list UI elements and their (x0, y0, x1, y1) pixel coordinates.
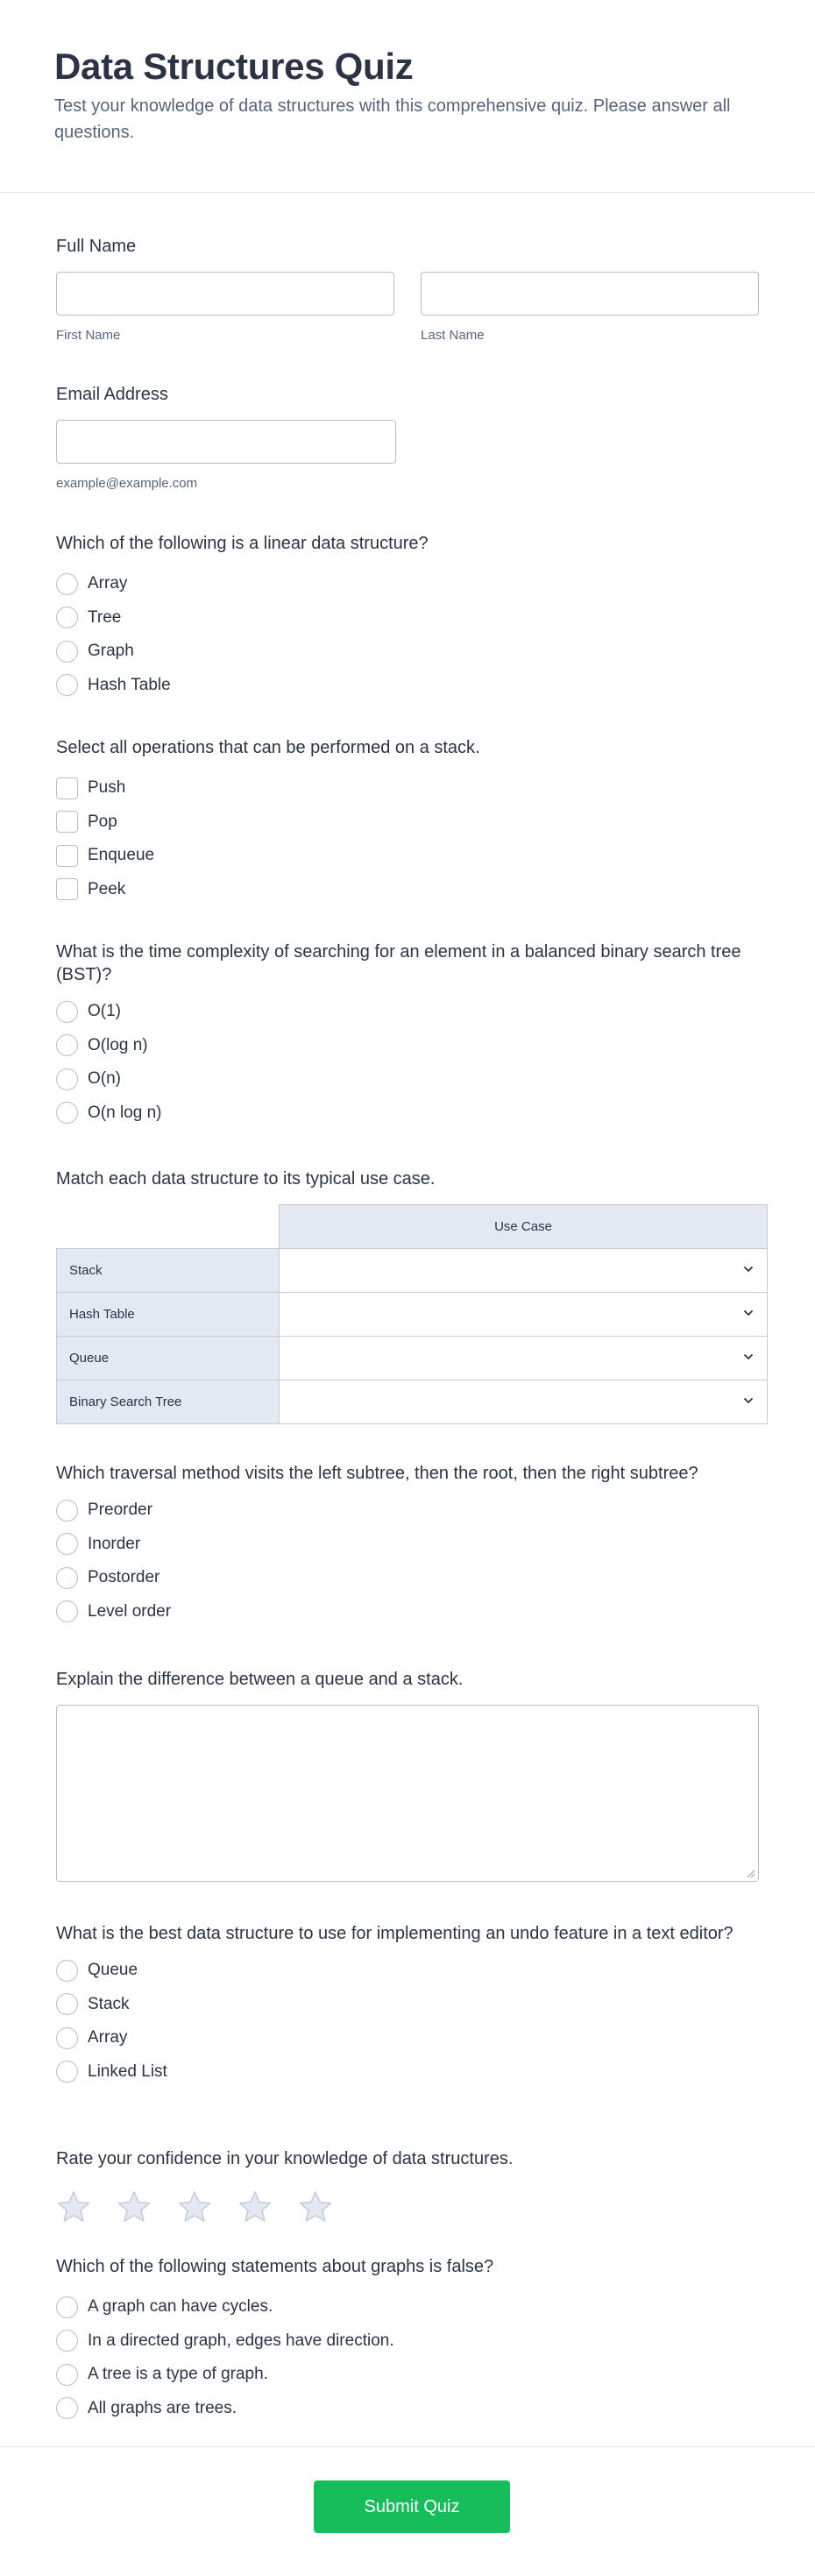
first-name-input[interactable] (56, 272, 394, 316)
option-label: Peek (88, 879, 126, 898)
radio-button[interactable] (56, 1567, 78, 1589)
option-label: Enqueue (88, 846, 155, 865)
question-label: Explain the difference between a queue and a stack. (56, 1670, 464, 1689)
checkbox[interactable] (56, 878, 78, 900)
radio-group (56, 995, 759, 1130)
radio-button[interactable] (56, 2330, 78, 2352)
first-name-sublabel: First Name (56, 328, 121, 343)
matrix-row-label: Binary Search Tree (57, 1380, 280, 1424)
option-label: Inorder (88, 1534, 141, 1553)
email-field (56, 383, 759, 492)
option-label: O(log n) (88, 1035, 148, 1054)
radio-button[interactable] (56, 1001, 78, 1023)
option-label: Tree (88, 607, 122, 627)
email-sublabel: example@example.com (56, 476, 198, 491)
checkbox[interactable] (56, 777, 78, 799)
option-label: Pop (88, 812, 117, 831)
chevron-down-icon (742, 1351, 755, 1363)
radio-option[interactable] (56, 1062, 759, 1096)
checkbox-option[interactable] (56, 839, 759, 873)
question-label: What is the time complexity of searching for an element in a balanced binary search tree (BST)? (56, 942, 741, 984)
checkbox-group (56, 771, 759, 906)
chevron-down-icon (742, 1394, 755, 1407)
question-confidence-rating (56, 2147, 759, 2225)
use-case-dropdown[interactable] (280, 1293, 768, 1337)
radio-button[interactable] (56, 2027, 78, 2049)
question-traversal (56, 1462, 759, 1629)
checkbox-option[interactable] (56, 771, 759, 805)
question-matching-matrix (56, 1167, 759, 1424)
radio-button[interactable] (56, 1034, 78, 1056)
question-graph-false-statement (56, 2255, 759, 2425)
option-label: Graph (88, 642, 134, 661)
question-undo-feature (56, 1922, 759, 2089)
star-icon[interactable] (177, 2189, 212, 2225)
radio-option[interactable] (56, 1988, 759, 2022)
question-label: What is the best data structure to use for implementing an undo feature in a text editor? (56, 1924, 734, 1943)
email-label: Email Address (56, 385, 168, 404)
option-label: Linked List (88, 2062, 167, 2081)
radio-button[interactable] (56, 1533, 78, 1555)
radio-button[interactable] (56, 573, 78, 595)
option-label: In a directed graph, edges have direction. (88, 2331, 394, 2350)
radio-button[interactable] (56, 1102, 78, 1124)
star-icon[interactable] (237, 2189, 273, 2225)
radio-option[interactable] (56, 2021, 759, 2055)
radio-button[interactable] (56, 1960, 78, 1982)
option-label: Array (88, 574, 128, 593)
radio-group (56, 2290, 759, 2425)
radio-button[interactable] (56, 2364, 78, 2386)
answer-textarea[interactable] (56, 1705, 759, 1882)
radio-option[interactable] (56, 1595, 759, 1629)
radio-button[interactable] (56, 641, 78, 663)
resize-handle-icon[interactable] (745, 1868, 755, 1878)
radio-option[interactable] (56, 1954, 759, 1988)
radio-button[interactable] (56, 2061, 78, 2083)
question-label: Match each data structure to its typical use case. (56, 1169, 436, 1189)
question-bst-complexity (56, 940, 759, 1130)
star-rating (56, 2189, 759, 2225)
option-label: Stack (88, 1994, 130, 2013)
form-header (0, 0, 815, 193)
radio-button[interactable] (56, 607, 78, 628)
use-case-dropdown[interactable] (280, 1337, 768, 1380)
option-label: Array (88, 2028, 128, 2047)
form-title: Data Structures Quiz (54, 46, 414, 87)
full-name-field (56, 235, 759, 344)
star-icon[interactable] (298, 2189, 333, 2225)
option-label: O(n) (88, 1069, 121, 1089)
radio-button[interactable] (56, 1993, 78, 2015)
radio-option[interactable] (56, 1561, 759, 1595)
radio-option[interactable] (56, 2392, 759, 2426)
checkbox-option[interactable] (56, 805, 759, 840)
last-name-input[interactable] (421, 272, 759, 316)
checkbox-option[interactable] (56, 873, 759, 907)
radio-button[interactable] (56, 2397, 78, 2419)
email-input[interactable] (56, 420, 396, 464)
question-label: Select all operations that can be performed on a stack. (56, 738, 480, 757)
radio-option[interactable] (56, 635, 759, 669)
star-icon[interactable] (117, 2189, 152, 2225)
chevron-down-icon (742, 1263, 755, 1275)
question-label: Which of the following statements about graphs is false? (56, 2257, 494, 2276)
radio-option[interactable] (56, 995, 759, 1029)
checkbox[interactable] (56, 845, 78, 867)
form-footer (0, 2446, 815, 2576)
matrix-corner (57, 1205, 280, 1249)
form-subtitle: Test your knowledge of data structures with this comprehensive quiz. Please answer all questions. (54, 96, 731, 142)
submit-button[interactable]: Submit Quiz (314, 2480, 510, 2533)
radio-option[interactable] (56, 2358, 759, 2392)
matrix-row-label: Stack (57, 1249, 280, 1293)
radio-button[interactable] (56, 674, 78, 696)
option-label: O(1) (88, 1002, 121, 1021)
radio-button[interactable] (56, 1500, 78, 1522)
question-label: Which traversal method visits the left subtree, then the root, then the right subtree? (56, 1464, 698, 1483)
radio-group (56, 1954, 759, 2089)
radio-group (56, 567, 759, 702)
radio-option[interactable] (56, 669, 759, 703)
option-label: A graph can have cycles. (88, 2297, 273, 2317)
option-label: Postorder (88, 1568, 160, 1587)
question-queue-vs-stack (56, 1668, 759, 1882)
radio-button[interactable] (56, 1600, 78, 1622)
radio-option[interactable] (56, 1494, 759, 1528)
option-label: Preorder (88, 1501, 152, 1520)
matrix-row-label: Hash Table (57, 1293, 280, 1337)
option-label: Push (88, 778, 126, 798)
radio-option[interactable] (56, 1029, 759, 1063)
radio-option[interactable] (56, 1528, 759, 1562)
radio-group (56, 1494, 759, 1629)
radio-option[interactable] (56, 567, 759, 601)
option-label: A tree is a type of graph. (88, 2365, 268, 2384)
matrix-column-header: Use Case (280, 1205, 768, 1249)
option-label: Queue (88, 1961, 138, 1980)
question-label: Which of the following is a linear data structure? (56, 534, 429, 553)
option-label: O(n log n) (88, 1103, 162, 1122)
radio-button[interactable] (56, 2296, 78, 2318)
option-label: Level order (88, 1601, 172, 1621)
matrix-row-label: Queue (57, 1337, 280, 1380)
checkbox[interactable] (56, 811, 78, 833)
option-label: All graphs are trees. (88, 2398, 237, 2417)
star-icon[interactable] (56, 2189, 91, 2225)
chevron-down-icon (742, 1307, 755, 1319)
full-name-label: Full Name (56, 237, 137, 256)
radio-option[interactable] (56, 2290, 759, 2324)
radio-option[interactable] (56, 601, 759, 635)
matching-table (56, 1204, 768, 1424)
question-label: Rate your confidence in your knowledge of data structures. (56, 2149, 514, 2168)
radio-button[interactable] (56, 1068, 78, 1090)
radio-option[interactable] (56, 2324, 759, 2359)
use-case-dropdown[interactable] (280, 1380, 768, 1424)
option-label: Hash Table (88, 675, 171, 694)
use-case-dropdown[interactable] (280, 1249, 768, 1293)
question-stack-operations (56, 736, 759, 906)
question-linear-structure (56, 532, 759, 702)
radio-option[interactable] (56, 1096, 759, 1131)
last-name-sublabel: Last Name (421, 328, 485, 343)
radio-option[interactable] (56, 2055, 759, 2090)
